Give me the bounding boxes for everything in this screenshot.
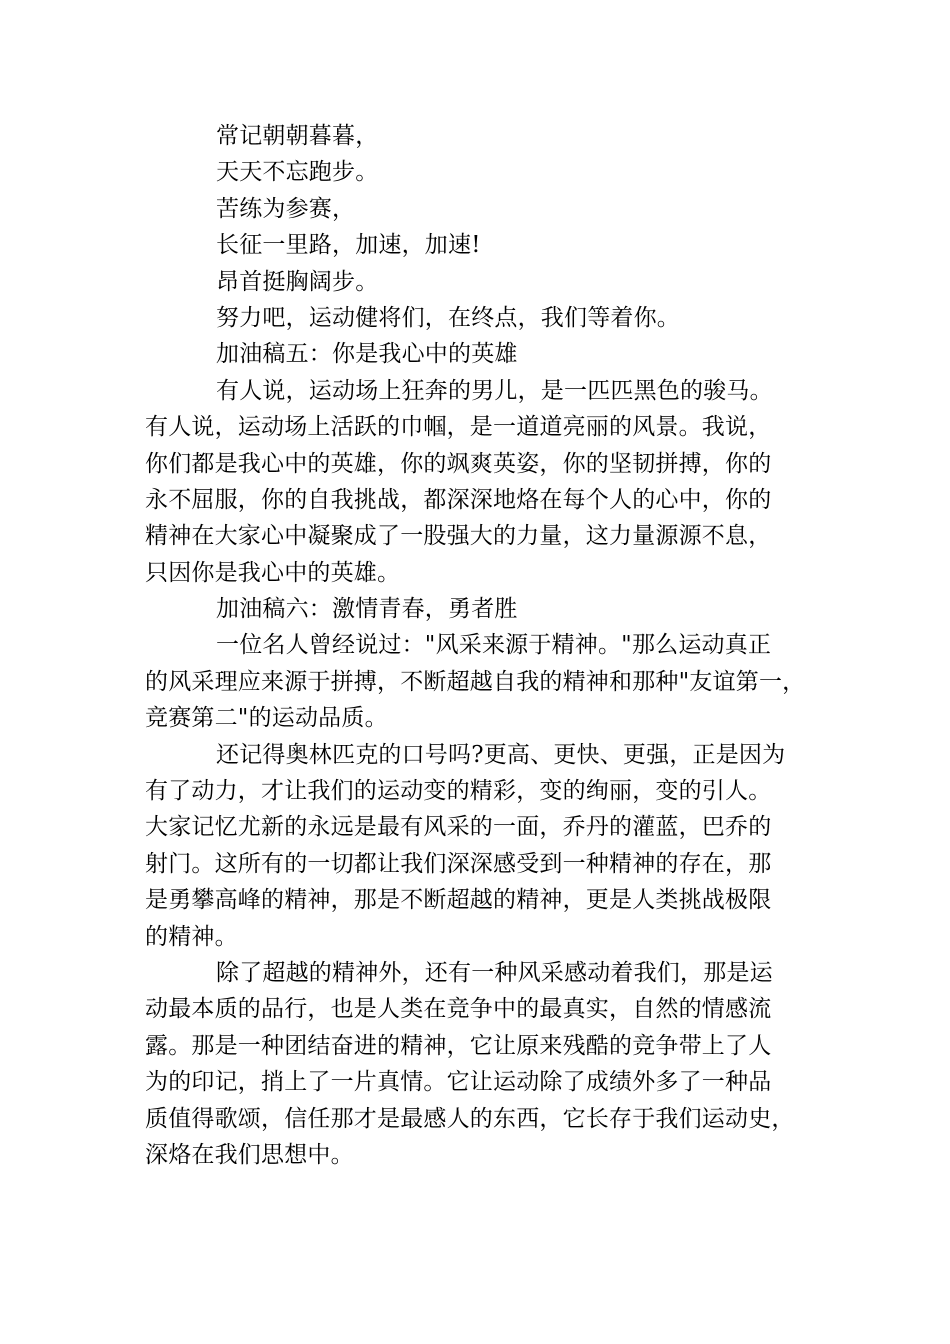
text-line: 深烙在我们思想中。 <box>145 1141 354 1168</box>
text-line: 竞赛第二"的运动品质。 <box>145 705 388 732</box>
section-heading: 加油稿六：激情青春，勇者胜 <box>216 596 518 623</box>
text-line: 长征一里路，加速，加速! <box>216 232 481 259</box>
text-line: 露。那是一种团结奋进的精神，它让原来残酷的竞争带上了人 <box>145 1032 772 1059</box>
text-line: 有人说，运动场上活跃的巾帼，是一道道亮丽的风景。我说， <box>145 414 772 441</box>
text-line: 有了动力，才让我们的运动变的精彩，变的绚丽，变的引人。 <box>145 778 772 805</box>
text-line: 除了超越的精神外，还有一种风采感动着我们，那是运 <box>216 959 773 986</box>
text-line: 还记得奥林匹克的口号吗?更高、更快、更强，正是因为 <box>216 741 786 768</box>
text-line: 精神在大家心中凝聚成了一股强大的力量，这力量源源不息， <box>145 523 772 550</box>
text-line: 为的印记，捎上了一片真情。它让运动除了成绩外多了一种品 <box>145 1069 772 1096</box>
text-line: 苦练为参赛， <box>216 195 356 222</box>
text-line: 大家记忆尤新的永远是最有风采的一面，乔丹的灌蓝，巴乔的 <box>145 814 772 841</box>
text-line: 只因你是我心中的英雄。 <box>145 559 401 586</box>
text-line: 一位名人曾经说过："风采来源于精神。"那么运动真正 <box>216 632 772 659</box>
text-line: 质值得歌颂，信任那才是最感人的东西，它长存于我们运动史， <box>145 1105 795 1132</box>
section-heading: 加油稿五：你是我心中的英雄 <box>216 341 518 368</box>
text-line: 射门。这所有的一切都让我们深深感受到一种精神的存在，那 <box>145 850 772 877</box>
text-line: 努力吧，运动健将们，在终点，我们等着你。 <box>216 304 680 331</box>
body-text <box>145 118 825 1173</box>
text-line: 的风采理应来源于拼搏，不断超越自我的精神和那种"友谊第一， <box>145 668 806 695</box>
text-line: 你们都是我心中的英雄，你的飒爽英姿，你的坚韧拼搏，你的 <box>145 450 772 477</box>
text-line: 的精神。 <box>145 923 238 950</box>
text-line: 有人说，运动场上狂奔的男儿，是一匹匹黑色的骏马。 <box>216 377 773 404</box>
text-line: 永不屈服，你的自我挑战，都深深地烙在每个人的心中，你的 <box>145 486 772 513</box>
text-line: 天天不忘跑步。 <box>216 159 379 186</box>
text-line: 常记朝朝暮暮， <box>216 123 379 149</box>
text-line: 是勇攀高峰的精神，那是不断超越的精神，更是人类挑战极限 <box>145 887 772 914</box>
text-line: 动最本质的品行，也是人类在竞争中的最真实，自然的情感流 <box>145 996 772 1023</box>
text-line: 昂首挺胸阔步。 <box>216 268 379 295</box>
